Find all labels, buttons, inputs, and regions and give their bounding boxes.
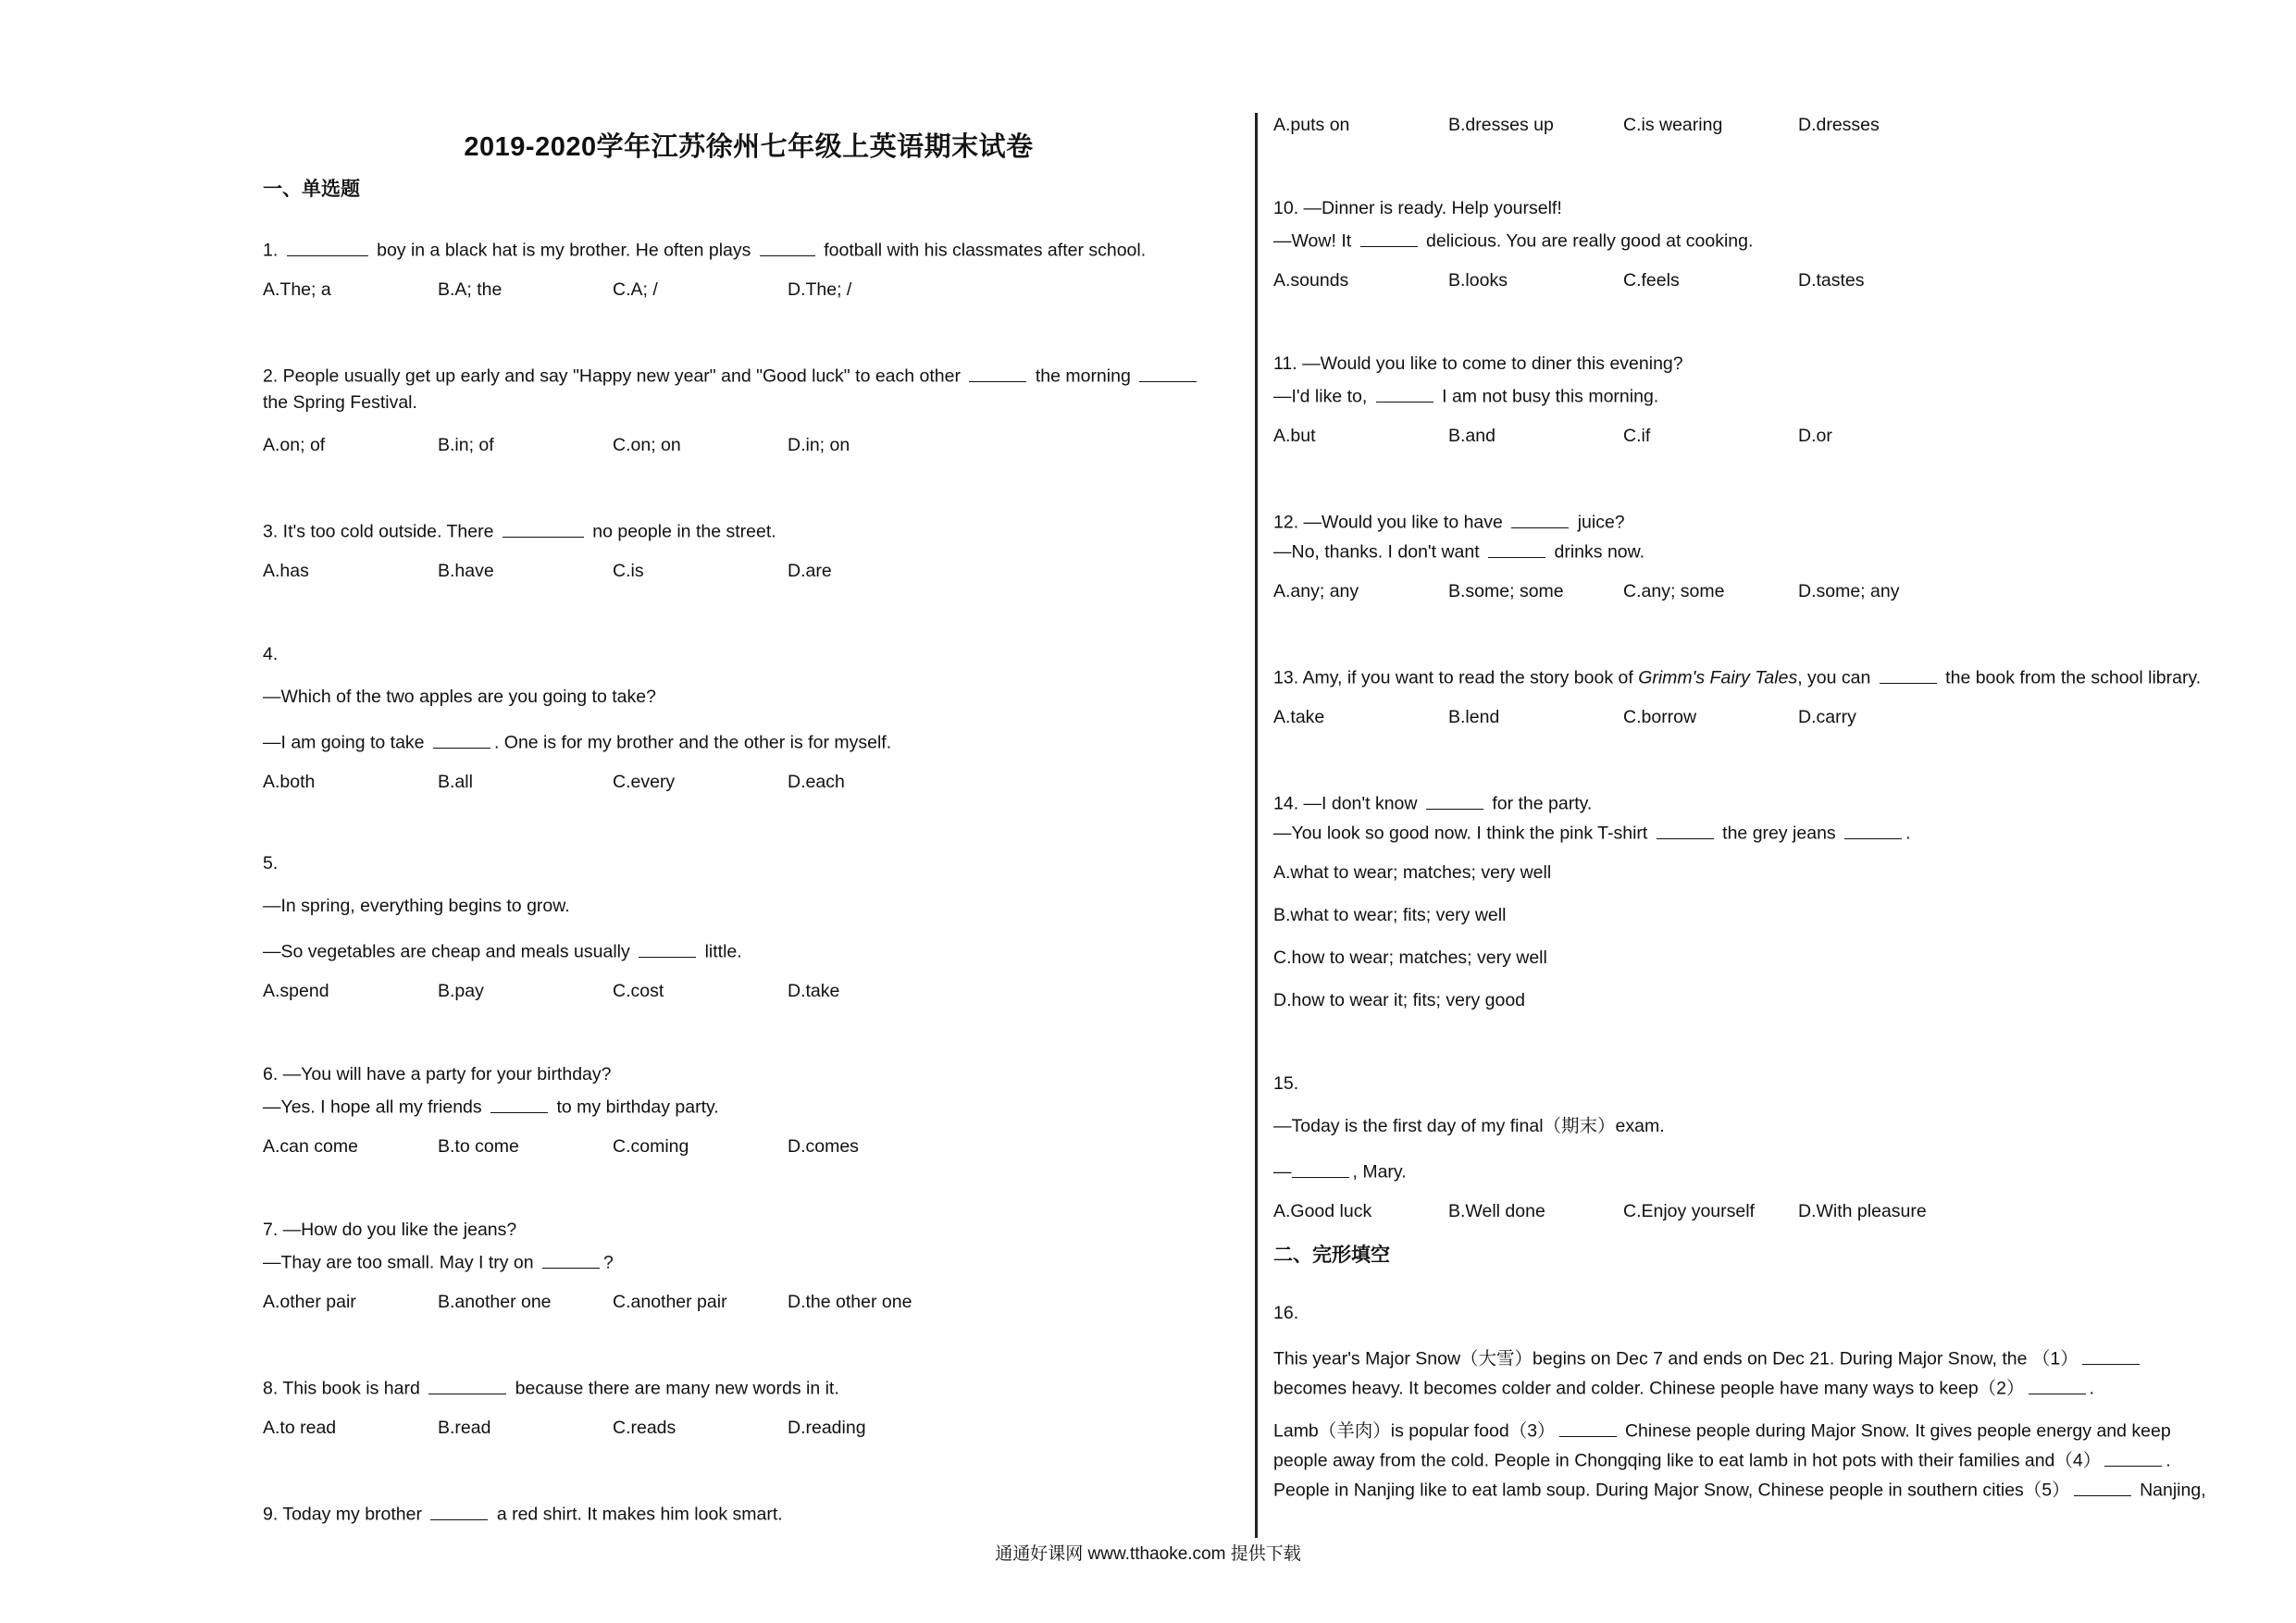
question-15-line2 <box>1273 1158 1407 1183</box>
option-b[interactable]: B.all <box>438 772 473 792</box>
answer-blank <box>1488 539 1545 558</box>
q4-text-b: . One is for my brother and the other is for myself. <box>493 732 892 753</box>
option-d[interactable]: D.comes <box>788 1136 859 1157</box>
q13-text-b: , you can <box>1797 667 1876 688</box>
option-a[interactable]: A.on; of <box>263 435 326 455</box>
option-b[interactable]: B.and <box>1448 426 1496 446</box>
option-d[interactable]: D.carry <box>1798 707 1856 727</box>
option-c[interactable]: C.reads <box>613 1418 676 1438</box>
q10-text-b: delicious. You are really good at cooking. <box>1421 230 1754 252</box>
question-2-stem-line1 <box>263 363 1200 388</box>
option-a[interactable]: A.but <box>1273 426 1316 446</box>
column-divider <box>1255 113 1258 1538</box>
passage-text: This year's Major Snow（大雪）begins on Dec 7 and ends on Dec 21. During Major Snow, the （1） <box>1273 1348 2079 1369</box>
option-c[interactable]: C.coming <box>613 1136 689 1157</box>
option-d[interactable]: D.tastes <box>1798 270 1865 291</box>
q6-text-b: to my birthday party. <box>552 1096 719 1118</box>
option-b[interactable]: B.have <box>438 561 494 581</box>
option-a[interactable]: A.The; a <box>263 279 331 300</box>
option-b[interactable]: B.Well done <box>1448 1201 1545 1221</box>
question-12-line1 <box>1273 509 1625 534</box>
q12-text-b: juice? <box>1572 512 1625 533</box>
answer-blank <box>503 518 584 538</box>
question-2-stem-line2: the Spring Festival. <box>263 392 417 413</box>
option-a[interactable]: A.spend <box>263 981 329 1001</box>
q8-text-a: 8. This book is hard <box>263 1378 426 1399</box>
option-c[interactable]: C.another pair <box>613 1292 727 1312</box>
answer-blank <box>2104 1447 2162 1467</box>
option-d[interactable]: D.in; on <box>788 435 850 455</box>
option-b[interactable]: B.dresses up <box>1448 115 1554 135</box>
q7-text-a: —Thay are too small. May I try on <box>263 1252 540 1273</box>
question-16-number: 16. <box>1273 1303 1299 1323</box>
question-9-stem <box>263 1501 783 1526</box>
option-d[interactable]: D.are <box>788 561 832 581</box>
option-d[interactable]: D.With pleasure <box>1798 1201 1927 1221</box>
option-a[interactable]: A.to read <box>263 1418 337 1438</box>
option-d[interactable]: D.some; any <box>1798 581 1900 601</box>
q13-text-a: 13. Amy, if you want to read the story book of <box>1273 667 1639 688</box>
passage-text: Lamb（羊肉）is popular food（3） <box>1273 1420 1556 1442</box>
question-14-option-d[interactable]: D.how to wear it; fits; very good <box>1273 990 1526 1010</box>
answer-blank <box>430 1501 488 1520</box>
option-d[interactable]: D.dresses <box>1798 115 1880 135</box>
option-c[interactable]: C.feels <box>1623 270 1680 291</box>
answer-blank <box>1376 383 1433 403</box>
question-10-line1: 10. —Dinner is ready. Help yourself! <box>1273 198 1562 218</box>
q15-text-a: — <box>1273 1161 1292 1183</box>
answer-blank <box>1559 1418 1617 1437</box>
q11-text-a: —I'd like to, <box>1273 386 1372 407</box>
question-12-line2 <box>1273 539 1644 564</box>
answer-blank <box>428 1375 506 1394</box>
passage-text: . <box>2089 1378 2094 1399</box>
question-15-line1: —Today is the first day of my final（期末）exam. <box>1273 1116 1665 1136</box>
question-11-line1: 11. —Would you like to come to diner this evening? <box>1273 353 1683 374</box>
option-d[interactable]: D.The; / <box>788 279 852 300</box>
q7-text-b: ? <box>603 1252 614 1273</box>
q12-text-a: 12. —Would you like to have <box>1273 512 1508 533</box>
option-c[interactable]: C.borrow <box>1623 707 1697 727</box>
q12-text-d: drinks now. <box>1549 541 1645 563</box>
option-d[interactable]: D.each <box>788 772 845 792</box>
answer-blank <box>542 1249 600 1269</box>
passage-text: Nanjing, <box>2134 1480 2206 1501</box>
q11-text-b: I am not busy this morning. <box>1436 386 1659 407</box>
answer-blank <box>1880 664 1937 684</box>
answer-blank <box>969 363 1026 382</box>
question-14-option-b[interactable]: B.what to wear; fits; very well <box>1273 905 1507 925</box>
question-10-line2 <box>1273 228 1753 253</box>
q14-text-a: 14. —I don't know <box>1273 793 1422 814</box>
option-c[interactable]: C.is wearing <box>1623 115 1723 135</box>
option-a[interactable]: A.can come <box>263 1136 358 1157</box>
q6-text-a: —Yes. I hope all my friends <box>263 1096 488 1118</box>
option-b[interactable]: B.some; some <box>1448 581 1564 601</box>
q15-text-b: , Mary. <box>1352 1161 1407 1183</box>
option-a[interactable]: A.both <box>263 772 316 792</box>
option-d[interactable]: D.reading <box>788 1418 866 1438</box>
option-a[interactable]: A.take <box>1273 707 1325 727</box>
passage-line <box>1273 1447 2171 1472</box>
answer-blank <box>2029 1375 2086 1394</box>
passage-line <box>1273 1345 2143 1370</box>
answer-blank <box>1139 363 1197 382</box>
option-a[interactable]: A.other pair <box>263 1292 356 1312</box>
q12-text-c: —No, thanks. I don't want <box>1273 541 1485 563</box>
option-c[interactable]: C.if <box>1623 426 1651 446</box>
option-b[interactable]: B.A; the <box>438 279 503 300</box>
page-title: 2019-2020学年江苏徐州七年级上英语期末试卷 <box>464 132 1034 162</box>
option-c[interactable]: C.cost <box>613 981 664 1001</box>
question-5-line2 <box>263 938 742 963</box>
passage-line <box>1273 1418 2171 1443</box>
footer-source: 通通好课网 www.tthaoke.com 提供下载 <box>995 1544 1301 1564</box>
q9-text-a: 9. Today my brother <box>263 1504 428 1525</box>
option-b[interactable]: B.pay <box>438 981 484 1001</box>
q14-text-d: the grey jeans <box>1717 823 1842 844</box>
option-a[interactable]: A.has <box>263 561 309 581</box>
passage-line <box>1273 1477 2206 1502</box>
option-a[interactable]: A.any; any <box>1273 581 1359 601</box>
section-heading-single-choice: 一、单选题 <box>263 179 360 200</box>
q13-text-c: the book from the school library. <box>1940 667 2202 688</box>
q3-text-a: 3. It's too cold outside. There <box>263 521 499 542</box>
question-6-line1: 6. —You will have a party for your birthday? <box>263 1064 612 1084</box>
option-b[interactable]: B.looks <box>1448 270 1508 291</box>
option-c[interactable]: C.Enjoy yourself <box>1623 1201 1755 1221</box>
q2-text-a: 2. People usually get up early and say "Happy new year" and "Good luck" to each other <box>263 365 966 387</box>
answer-blank <box>2074 1477 2131 1496</box>
q5-text-b: little. <box>700 941 742 962</box>
answer-blank <box>760 237 815 256</box>
answer-blank <box>1657 820 1714 839</box>
q1-text-b: boy in a black hat is my brother. He often plays <box>371 240 756 261</box>
question-14-line2 <box>1273 820 1911 845</box>
question-7-line1: 7. —How do you like the jeans? <box>263 1220 517 1240</box>
q8-text-b: because there are many new words in it. <box>510 1378 839 1399</box>
q10-text-a: —Wow! It <box>1273 230 1357 252</box>
question-4-number: 4. <box>263 644 279 664</box>
option-b[interactable]: B.read <box>438 1418 491 1438</box>
answer-blank <box>1844 820 1902 839</box>
q4-text-a: —I am going to take <box>263 732 429 753</box>
book-title: Grimm's Fairy Tales <box>1638 667 1798 688</box>
question-4-line2 <box>263 729 891 754</box>
answer-blank <box>639 938 696 958</box>
option-c[interactable]: C.any; some <box>1623 581 1725 601</box>
option-a[interactable]: A.puts on <box>1273 115 1350 135</box>
option-b[interactable]: B.to come <box>438 1136 519 1157</box>
q2-text-b: the morning <box>1030 365 1136 387</box>
question-8-stem <box>263 1375 839 1400</box>
question-15-number: 15. <box>1273 1073 1299 1094</box>
question-6-line2 <box>263 1094 719 1119</box>
answer-blank <box>287 237 368 256</box>
question-3-stem <box>263 518 776 543</box>
option-d[interactable]: D.take <box>788 981 840 1001</box>
option-b[interactable]: B.in; of <box>438 435 494 455</box>
question-14-line1 <box>1273 790 1592 815</box>
q3-text-b: no people in the street. <box>587 521 776 542</box>
question-5-number: 5. <box>263 853 279 873</box>
q5-text-a: —So vegetables are cheap and meals usually <box>263 941 636 962</box>
option-d[interactable]: D.or <box>1798 426 1832 446</box>
answer-blank <box>1426 790 1483 810</box>
question-4-line1: —Which of the two apples are you going to take? <box>263 687 656 707</box>
answer-blank <box>1511 509 1569 528</box>
question-13-stem <box>1273 664 2201 689</box>
answer-blank <box>1292 1158 1349 1178</box>
passage-text: . <box>2166 1450 2171 1471</box>
option-c[interactable]: C.A; / <box>613 279 658 300</box>
option-c[interactable]: C.on; on <box>613 435 681 455</box>
option-c[interactable]: C.every <box>613 772 676 792</box>
answer-blank <box>1360 228 1418 247</box>
passage-line <box>1273 1375 2094 1400</box>
q9-text-b: a red shirt. It makes him look smart. <box>491 1504 783 1525</box>
q14-text-b: for the party. <box>1486 793 1593 814</box>
question-14-option-a[interactable]: A.what to wear; matches; very well <box>1273 862 1552 883</box>
question-11-line2 <box>1273 383 1658 408</box>
option-d[interactable]: D.the other one <box>788 1292 912 1312</box>
q1-text-c: football with his classmates after school. <box>818 240 1147 261</box>
answer-blank <box>2082 1345 2140 1365</box>
question-7-line2 <box>263 1249 614 1274</box>
question-5-line1: —In spring, everything begins to grow. <box>263 896 570 916</box>
question-14-option-c[interactable]: C.how to wear; matches; very well <box>1273 948 1547 968</box>
option-c[interactable]: C.is <box>613 561 644 581</box>
q14-text-e: . <box>1905 823 1911 844</box>
answer-blank <box>490 1094 548 1113</box>
option-b[interactable]: B.lend <box>1448 707 1500 727</box>
question-1-stem <box>263 237 1146 262</box>
answer-blank <box>433 729 490 749</box>
passage-text: people away from the cold. People in Chongqing like to eat lamb in hot pots with their families and（4） <box>1273 1450 2102 1471</box>
section-heading-cloze: 二、完形填空 <box>1273 1245 1390 1266</box>
passage-text: People in Nanjing like to eat lamb soup. During Major Snow, Chinese people in southern cities（5） <box>1273 1480 2070 1501</box>
option-a[interactable]: A.sounds <box>1273 270 1349 291</box>
q14-text-c: —You look so good now. I think the pink T-shirt <box>1273 823 1653 844</box>
option-a[interactable]: A.Good luck <box>1273 1201 1372 1221</box>
passage-text: becomes heavy. It becomes colder and colder. Chinese people have many ways to keep（2） <box>1273 1378 2025 1399</box>
option-b[interactable]: B.another one <box>438 1292 552 1312</box>
q1-text-a: 1. <box>263 240 283 261</box>
passage-text: Chinese people during Major Snow. It gives people energy and keep <box>1620 1420 2171 1442</box>
